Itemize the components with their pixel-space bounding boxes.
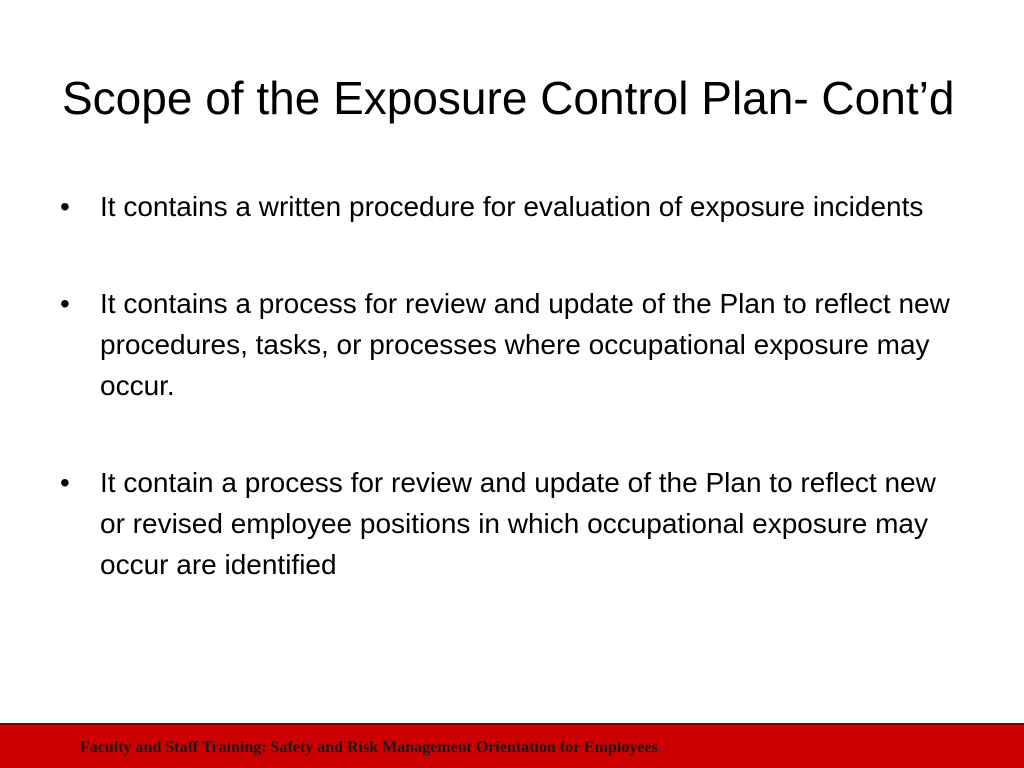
footer-bar	[0, 723, 1024, 768]
bullet-text: It contains a written procedure for evaluation of exposure incidents	[100, 191, 924, 222]
bullet-text: It contain a process for review and update of the Plan to reflect new or revised employee positions in which occupational exposure may occur are identified	[100, 467, 936, 580]
slide-title: Scope of the Exposure Control Plan- Cont’d	[62, 72, 955, 124]
bullet-text: It contains a process for review and update of the Plan to reflect new procedures, tasks, or processes where occupational exposure may occur.	[100, 288, 950, 401]
bullet-item	[60, 186, 960, 227]
bullet-icon: •	[60, 288, 70, 319]
bullet-icon: •	[60, 191, 70, 222]
footer-text: Faculty and Staff Training: Safety and Risk Management Orientation for Employees	[80, 739, 658, 756]
bullet-list	[60, 186, 960, 641]
bullet-item	[60, 283, 960, 406]
bullet-item	[60, 462, 960, 585]
bullet-icon: •	[60, 467, 70, 498]
